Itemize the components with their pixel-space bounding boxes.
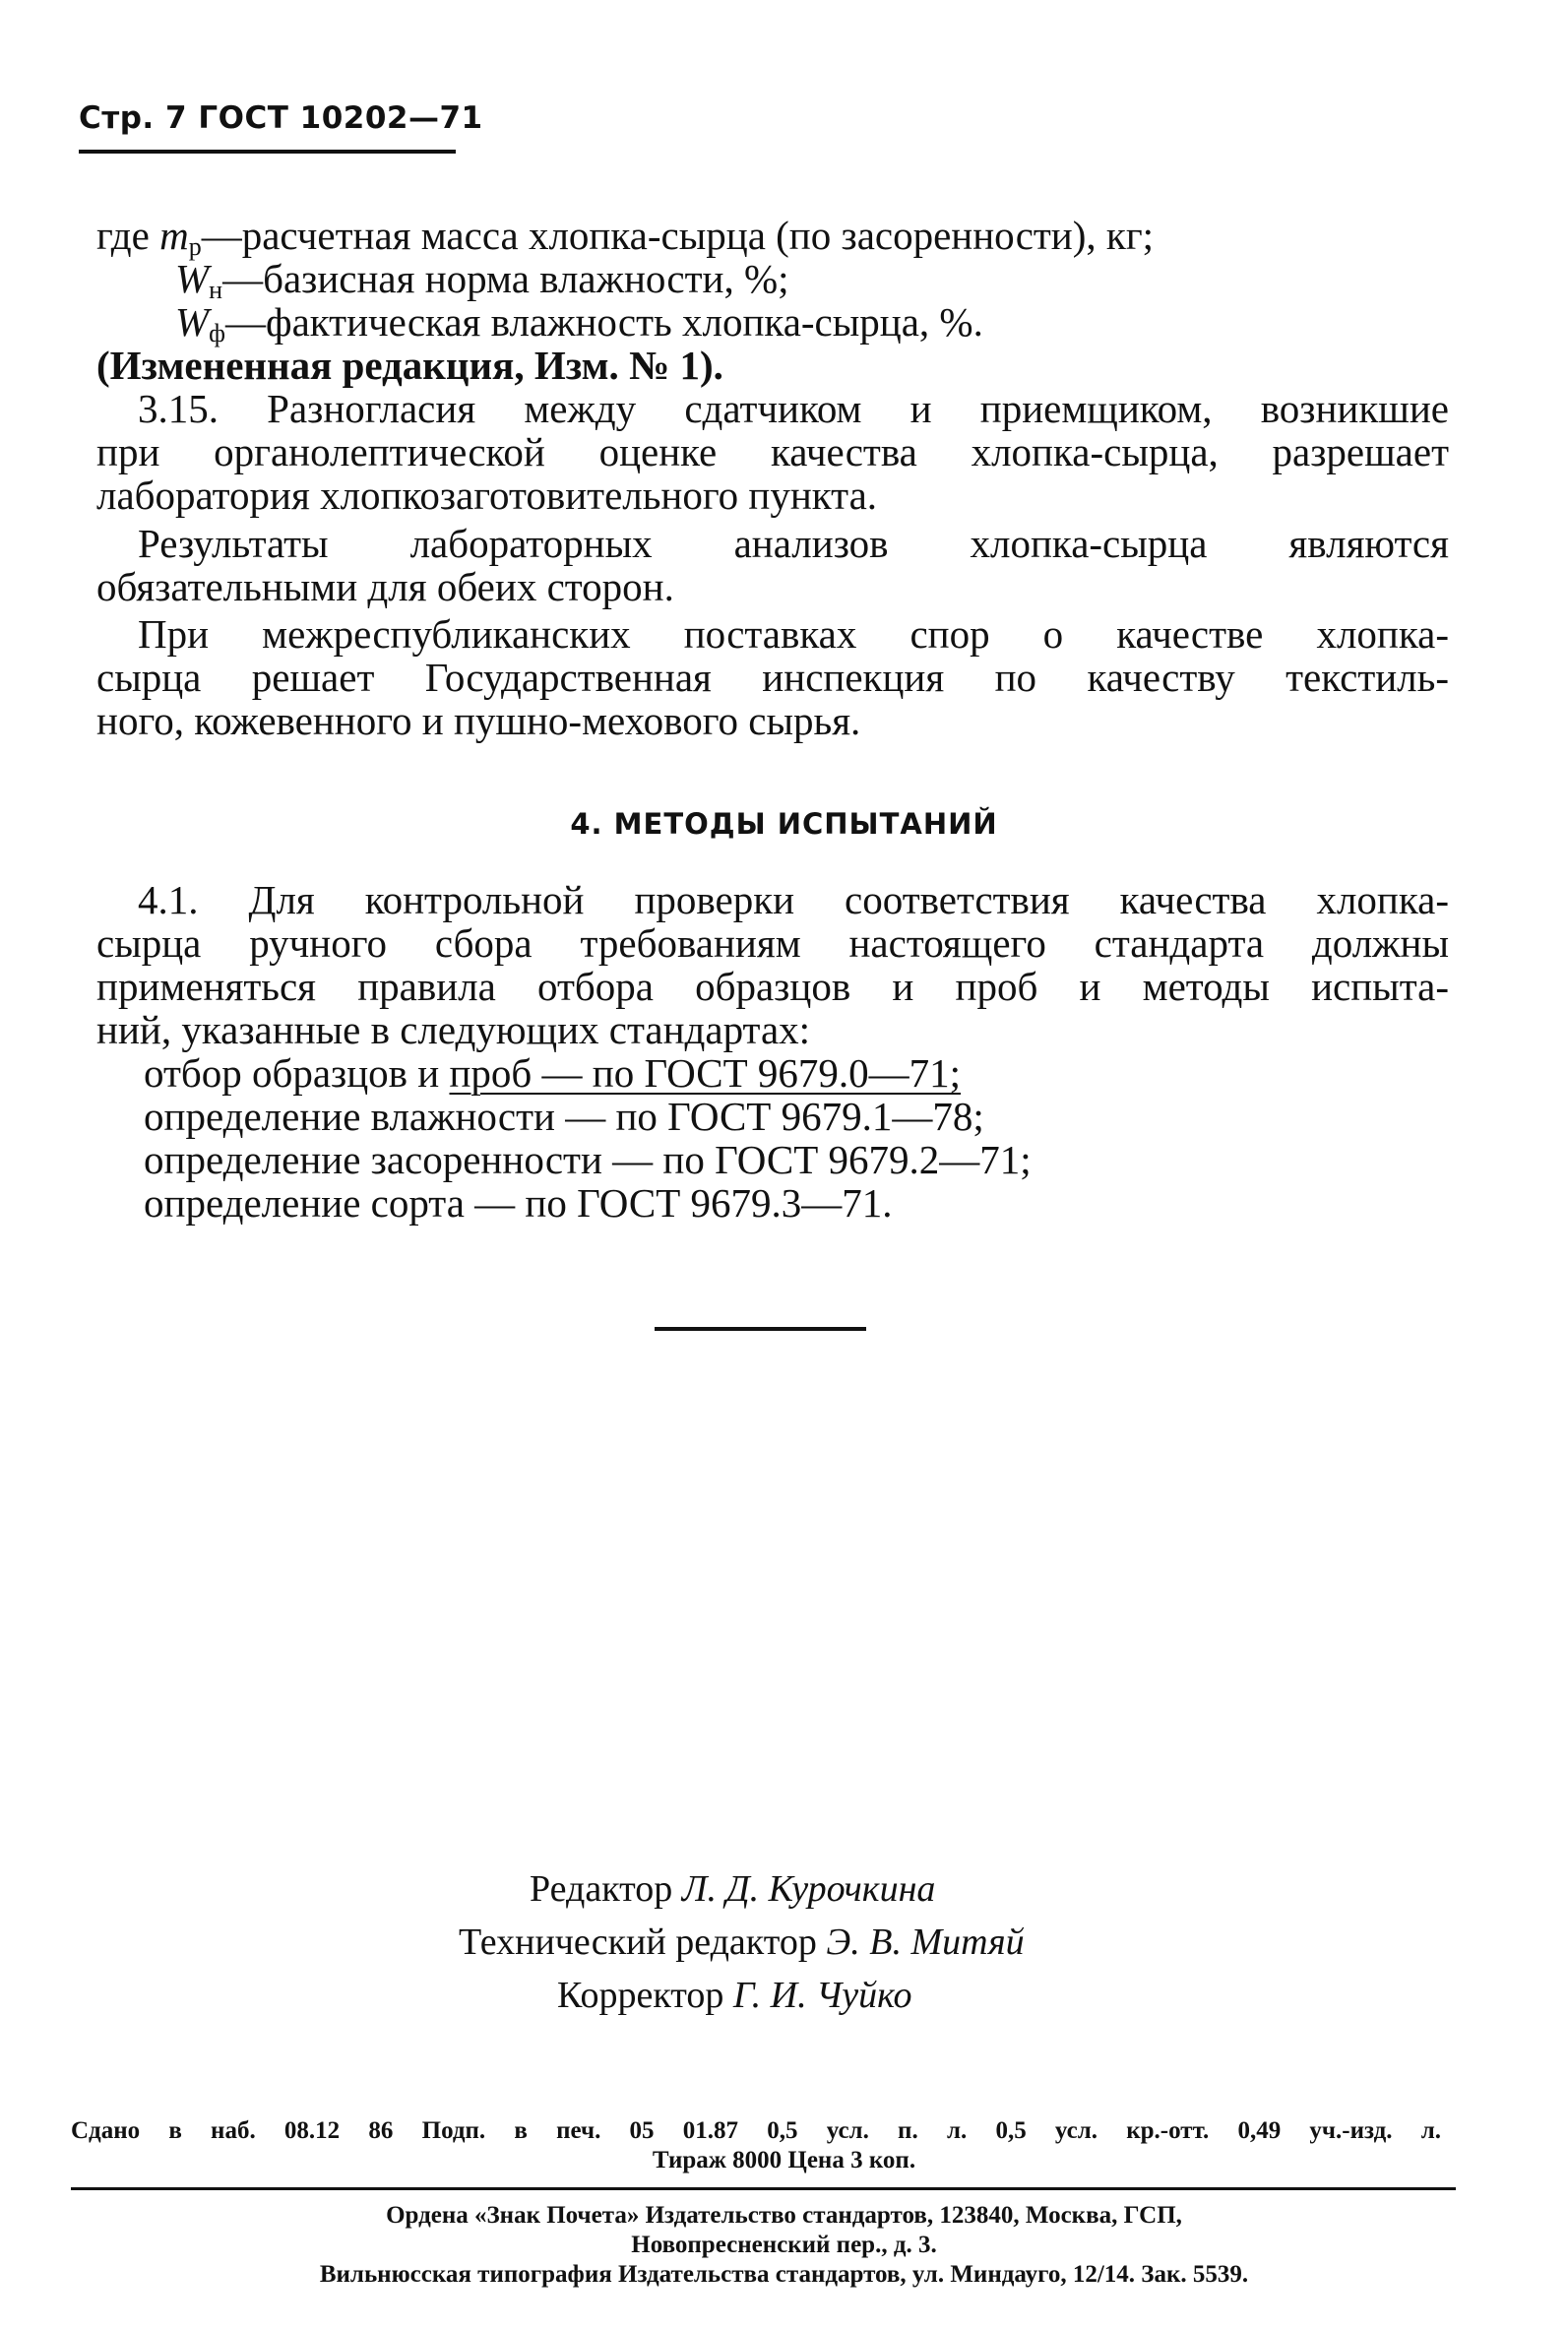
definition-prefix: где [96, 213, 160, 258]
paragraph-line: при органолептической оценке качества хлопка-сырца, разрешает [96, 429, 1449, 474]
section-title: 4. МЕТОДЫ ИСПЫТАНИЙ [570, 807, 998, 841]
paragraph-line: лаборатория хлопкозаготовительного пункта. [96, 472, 878, 518]
amendment-note: (Измененная редакция, Изм. № 1). [96, 343, 723, 388]
standard-text: отбор образцов и [144, 1050, 450, 1096]
standard-item: определение влажности — по ГОСТ 9679.1—78; [144, 1094, 984, 1139]
paragraph-line: При межреспубликанских поставках спор о качестве хлопка- [138, 611, 1449, 657]
definition-mp-text: —расчетная масса хлопка-сырца (по засоренности), кг; [201, 213, 1155, 258]
paragraph-line: сырца решает Государственная инспекция по качеству текстиль- [96, 655, 1449, 700]
credit-name: Э. В. Митяй [826, 1921, 1025, 1963]
credit-role: Технический редактор [459, 1921, 827, 1963]
imprint-line: Новопресненский пер., д. 3. [631, 2232, 937, 2258]
paragraph-line: применяться правила отбора образцов и проб и методы испыта- [96, 964, 1449, 1009]
paragraph-line: 4.1. Для контрольной проверки соответствия качества хлопка- [138, 877, 1449, 922]
credit-proofreader [557, 1969, 911, 2022]
definition-wn-text: —базисная норма влажности, %; [222, 256, 789, 301]
standard-item: определение засоренности — по ГОСТ 9679.2—71; [144, 1137, 1032, 1182]
credit-editor [530, 1862, 935, 1916]
credit-role: Корректор [557, 1975, 733, 2016]
subscript-f: ф [209, 319, 226, 347]
page-header: Стр. 7 ГОСТ 10202—71 [79, 100, 483, 136]
symbol-w: W [175, 256, 210, 301]
credit-role: Редактор [530, 1868, 682, 1910]
paragraph-line: ного, кожевенного и пушно-мехового сырья. [96, 698, 861, 743]
standard-reference: проб — по ГОСТ 9679.0—71; [449, 1050, 962, 1096]
section-separator [655, 1327, 866, 1331]
definition-wf-text: —фактическая влажность хлопка-сырца, %. [225, 299, 983, 345]
header-rule [79, 150, 456, 154]
paragraph-line: Результаты лабораторных анализов хлопка-сырца являются [138, 521, 1449, 566]
symbol-m: m [159, 213, 189, 258]
subscript-p: р [188, 232, 202, 261]
credit-tech-editor [459, 1916, 1025, 1969]
subscript-n: н [209, 276, 223, 304]
imprint-line: Тираж 8000 Цена 3 коп. [652, 2147, 916, 2173]
credit-name: Г. И. Чуйко [732, 1975, 912, 2016]
paragraph-line: 3.15. Разногласия между сдатчиком и приемщиком, возникшие [138, 386, 1449, 431]
standard-item: определение сорта — по ГОСТ 9679.3—71. [144, 1180, 893, 1226]
symbol-w: W [175, 299, 210, 345]
imprint-line: Вильнюсская типография Издательства стандартов, ул. Миндауго, 12/14. Зак. 5539. [319, 2261, 1249, 2288]
imprint-rule [71, 2187, 1456, 2190]
imprint-line: Ордена «Знак Почета» Издательство стандартов, 123840, Москва, ГСП, [386, 2202, 1182, 2229]
credit-name: Л. Д. Курочкина [681, 1868, 936, 1910]
paragraph-line: обязательными для обеих сторон. [96, 564, 674, 609]
paragraph-line: ний, указанные в следующих стандартах: [96, 1007, 811, 1052]
paragraph-line: сырца ручного сбора требованиям настоящего стандарта должны [96, 920, 1449, 966]
standard-item [144, 1051, 961, 1095]
imprint-line: Сдано в наб. 08.12 86 Подп. в печ. 05 01.87 0,5 усл. п. л. 0,5 усл. кр.-отт. 0,49 уч.-изд. л. [71, 2117, 1441, 2144]
